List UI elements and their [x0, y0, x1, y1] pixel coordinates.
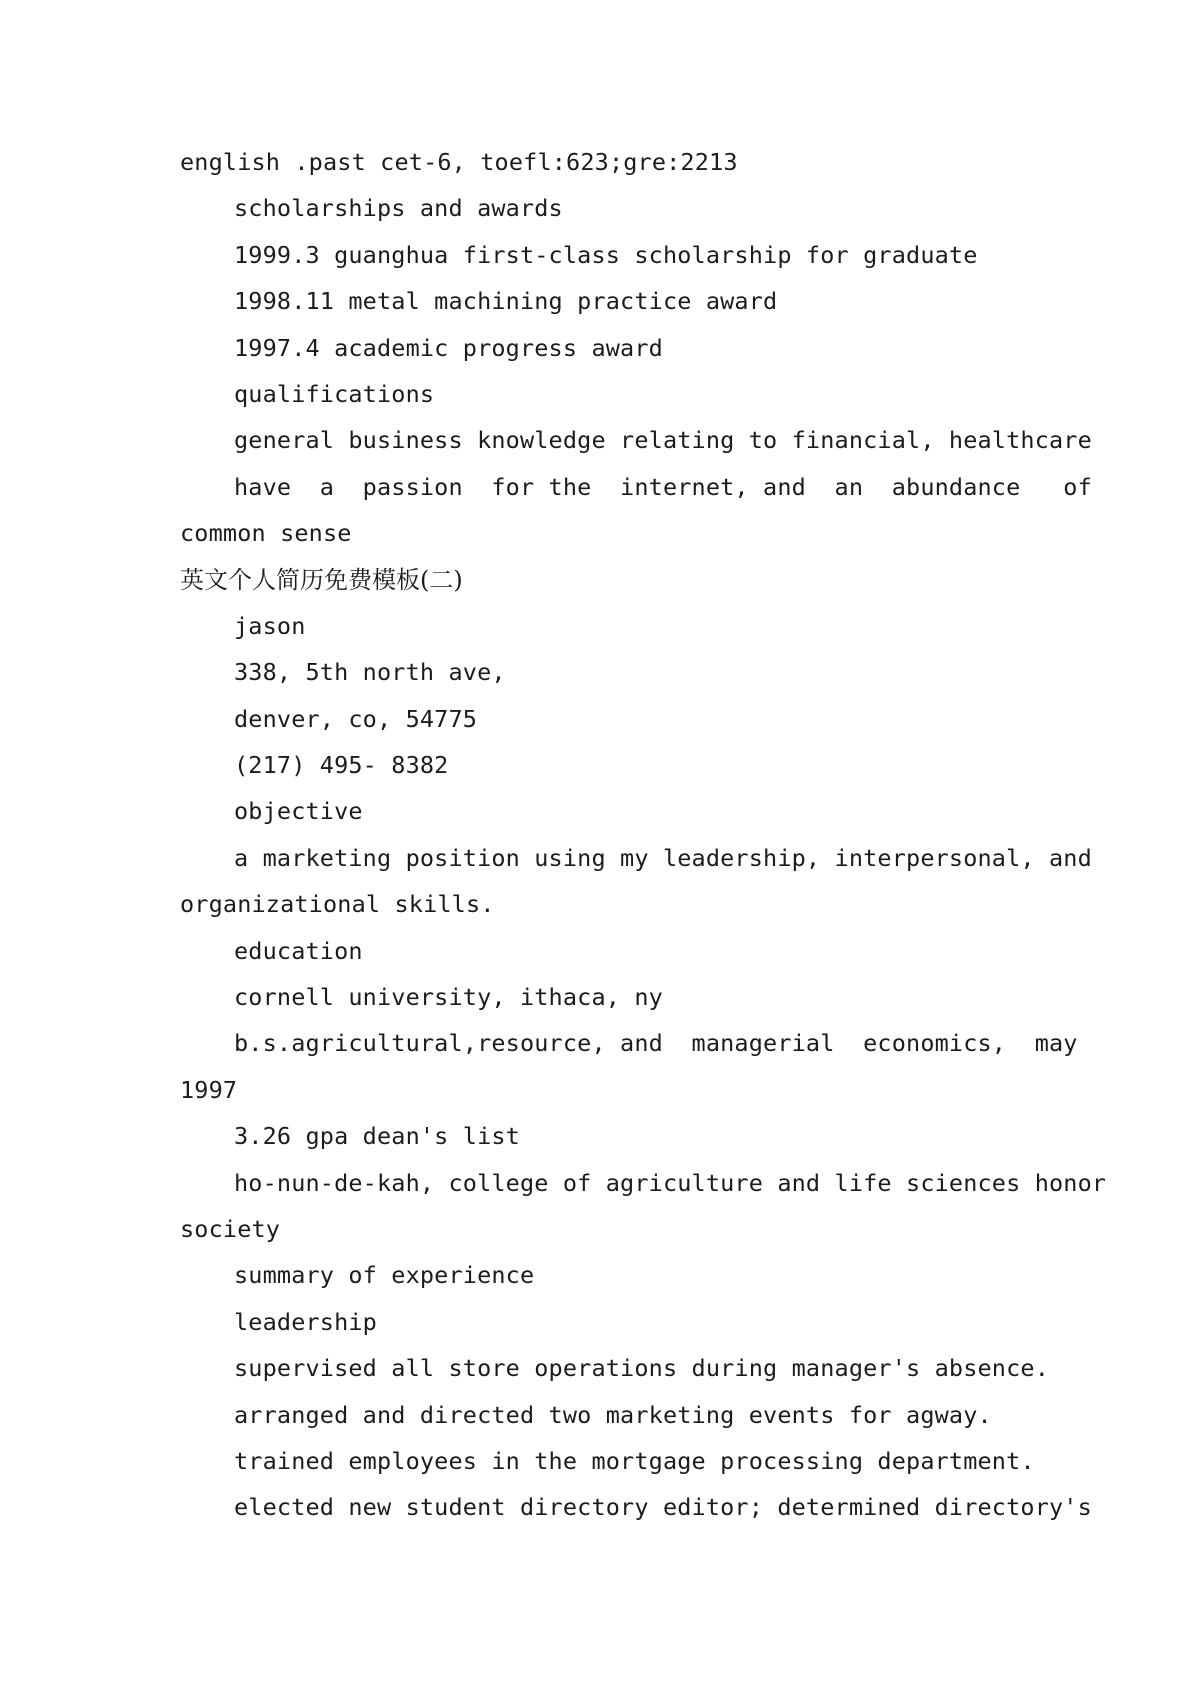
text-line: jason — [234, 611, 306, 640]
text-line: scholarships and awards — [234, 194, 563, 223]
text-line: objective — [234, 797, 363, 826]
text-line: 1999.3 guanghua first-class scholarship for graduate — [234, 240, 978, 269]
text-line: 3.26 gpa dean's list — [234, 1122, 520, 1151]
text-line: general business knowledge relating to financial, healthcare — [234, 426, 1092, 455]
text-line: arranged and directed two marketing events for agway. — [234, 1400, 992, 1429]
text-line: summary of experience — [234, 1261, 535, 1290]
text-line: english .past cet-6, toefl:623;gre:2213 — [180, 148, 738, 176]
text-line: (217) 495- 8382 — [234, 751, 449, 780]
text-line: 1997.4 academic progress award — [234, 333, 663, 362]
document-body — [180, 139, 1107, 1531]
text-line: elected new student directory editor; determined directory's — [234, 1493, 1092, 1522]
text-line: society — [180, 1214, 281, 1243]
text-line: b.s.agricultural,resource, and managerial economics, may — [234, 1029, 1078, 1058]
text-line: cornell university, ithaca, ny — [234, 983, 663, 1012]
text-line: 1997 — [180, 1075, 238, 1104]
text-line: leadership — [234, 1307, 377, 1336]
text-line: denver, co, 54775 — [234, 704, 478, 733]
text-line: 338, 5th north ave, — [234, 658, 506, 687]
text-line: education — [234, 936, 363, 965]
text-line: ho-nun-de-kah, college of agriculture and life sciences honor — [234, 1168, 1107, 1197]
text-line: a marketing position using my leadership, interpersonal, and — [234, 843, 1092, 872]
text-line: qualifications — [234, 379, 435, 408]
text-line: organizational skills. — [180, 890, 495, 919]
text-line: common sense — [180, 519, 352, 548]
text-line: have a passion for the internet, and an abundance of — [234, 472, 1092, 501]
text-line: supervised all store operations during manager's absence. — [234, 1354, 1049, 1383]
text-line: trained employees in the mortgage processing department. — [234, 1446, 1035, 1475]
text-line: 1998.11 metal machining practice award — [234, 287, 778, 316]
section-heading: 英文个人简历免费模板(二) — [180, 565, 463, 594]
